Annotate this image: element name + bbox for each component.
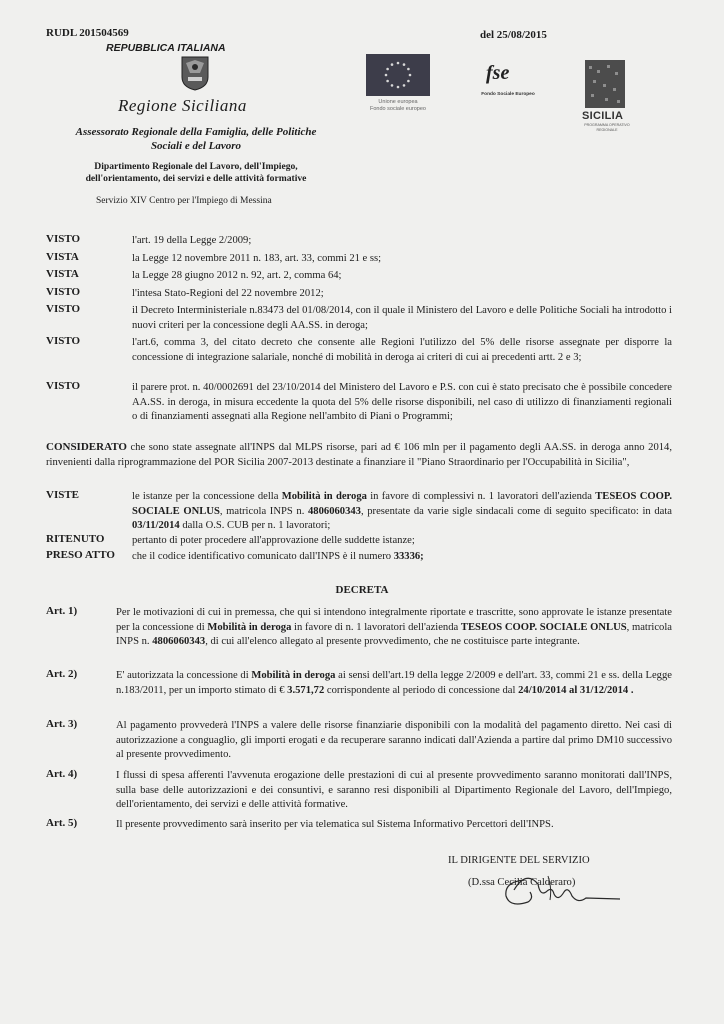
preso-atto-text — [132, 550, 672, 565]
article-text-part: E' autorizzata la concessione di — [116, 670, 252, 681]
decreta-heading: DECRETA — [335, 584, 389, 596]
article-label: Art. 5) — [46, 817, 78, 829]
handwritten-signature — [494, 862, 624, 912]
premise-text: il Decreto Interministeriale n.83473 del 01/08/2014, con il quale il Ministero del Lavoro e delle Politiche Sociali ha introdotto i nuovi criteri per la concessione degli AA.SS. in deroga; — [132, 305, 672, 331]
viste-text-part: dalla O.S. CUB per n. 1 lavoratori; — [179, 520, 331, 532]
article-4-text: I flussi di spesa afferenti l'avvenuta erogazione delle prestazioni di cui al presente provvedimento saranno monitorati dall'INPS, sulla base delle autorizzazioni e dei consuntivi, e saranno resi disponibili al Dipartimento Regionale del Lavoro, dell'Impiego, dell'orientamento, dei servizi e delle attività formative. — [116, 770, 672, 811]
premise-label: VISTA — [46, 268, 79, 280]
article-2-amount: 3.571,72 — [287, 684, 325, 696]
article-label: Art. 1) — [46, 605, 78, 617]
article-text-part: al — [566, 684, 580, 696]
premise-text: la Legge 12 novembre 2011 n. 183, art. 33, commi 21 e ss; — [132, 253, 382, 264]
viste-text — [132, 490, 672, 534]
document-date: del 25/08/2015 — [480, 29, 547, 41]
preso-atto-body: che il codice identificativo comunicato dall'INPS è il numero — [132, 551, 394, 562]
fse-logo-icon — [486, 60, 526, 90]
premise-label: VISTA — [46, 251, 79, 263]
viste-text-part: , presentate da varie sigle sindacali come di seguito specificato: in data — [360, 505, 673, 517]
viste-text-part: in favore di complessivi n. 1 lavoratori dell'azienda — [366, 491, 596, 502]
viste-matricola: 4806060343 — [308, 505, 361, 517]
article-label: Art. 3) — [46, 718, 78, 730]
article-text-part: . — [628, 684, 634, 696]
article-1-mobility: Mobilità in deroga — [207, 621, 292, 633]
fse-logo-text: fse — [486, 62, 510, 84]
considerato-text: che sono state assegnate all'INPS dal MLPS risorse, pari ad € 106 mln per il pagamento degli AA.SS. in deroga anno 2014, rinvenienti dalla riprogrammazione del POR Sicilia 2007-2013 destinate a finanziare il "Piano Straordinario per l'Occupabilità in Sicilia", — [46, 442, 672, 468]
eu-flag-icon — [366, 54, 430, 96]
viste-company: TESEOS COOP. SOCIALE ONLUS — [132, 491, 672, 517]
assessorato-line-1: Assessorato Regionale della Famiglia, delle Politiche — [75, 126, 317, 138]
service-line: Servizio XIV Centro per l'Impiego di Messina — [96, 196, 272, 206]
premise-label: VISTO — [46, 286, 81, 298]
ritenuto-label: RITENUTO — [46, 533, 105, 545]
premise-label: VISTO — [46, 380, 81, 392]
viste-text-part: le istanze per la concessione della — [132, 491, 282, 502]
article-5-text: Il presente provvedimento sarà inserito per via telematica sul Sistema Informativo Percettori dell'INPS. — [116, 819, 554, 830]
article-text-part: , di cui all'elenco allegato al presente provvedimento, che ne costituisce parte integrante. — [205, 636, 580, 648]
viste-date: 03/11/2014 — [132, 520, 180, 532]
article-text-part: Per le motivazioni di cui in premessa, che qui si intendono integralmente riportate e trascritte, sono approvate le istanze presentate per la concessione di — [116, 607, 672, 633]
department-title — [46, 161, 346, 185]
preso-atto-label: PRESO ATTO — [46, 549, 115, 561]
department-line-1: Dipartimento Regionale del Lavoro, dell'Impiego, — [94, 161, 298, 172]
article-text-part: , matricola INPS n. — [116, 621, 672, 648]
premise-text: l'art. 19 della Legge 2/2009; — [132, 235, 252, 246]
premise-text: l'art.6, comma 3, del citato decreto che consente alle Regioni l'utilizzo del 5% delle risorse assegnate per disporre la concessione di integrazione salariale, nonché di mobilità in deroga ai criteri di cui ai precedenti artt. 2 e 3; — [132, 337, 672, 363]
premise-text: la Legge 28 giugno 2012 n. 92, art. 2, comma 64; — [132, 270, 342, 281]
ritenuto-text: pertanto di poter procedere all'approvazione delle suddette istanze; — [132, 535, 415, 546]
article-2-start-date: 24/10/2014 — [518, 684, 567, 696]
sicilia-label: SICILIA — [582, 110, 624, 122]
article-3-text: Al pagamento provvederà l'INPS a valere delle risorse finanziarie disponibili con la modalità del pagamento diretto. Nei casi di autorizzazione a conguaglio, gli importi erogati e da recuperare saranno indicati dall'Azienda a partire dal primo DM10 successivo al presente provvedimento. — [116, 720, 672, 761]
viste-label: VISTE — [46, 489, 80, 501]
assessorato-line-2: Sociali e del Lavoro — [150, 140, 242, 152]
fse-caption: Fondo Sociale Europeo — [481, 92, 535, 97]
article-1-company: TESEOS COOP. SOCIALE ONLUS — [460, 621, 627, 633]
article-2-text — [116, 669, 672, 698]
article-text-part: ai sensi dell'art.19 della legge 2/2009 e dell'art. 33, commi 21 e ss. della Legge n.183/2011, per un importo stimato di € — [116, 670, 672, 696]
premise-text: il parere prot. n. 40/0002691 del 23/10/2014 del Ministero del Lavoro e P.S. con cui è stato precisato che è possibile concedere AA.SS. in deroga, in misura eccedente la quota del 5% delle risorse disponibili, nel caso di utilizzo di finanziamenti regionali o di finanziamenti assegnati alla Regione nell'ambito di Piani o Programmi; — [132, 382, 672, 423]
article-text-part: corrispondente al periodo di concessione dal — [324, 684, 519, 696]
eu-caption — [356, 99, 440, 113]
article-2-end-date: 31/12/2014 — [579, 684, 629, 696]
eu-caption-line-2: Fondo sociale europeo — [370, 106, 426, 112]
premise-text: l'intesa Stato-Regioni del 22 novembre 2012; — [132, 288, 324, 299]
assessorato-title — [46, 125, 346, 153]
article-1-text — [116, 606, 672, 650]
signature-title: IL DIRIGENTE DEL SERVIZIO — [448, 855, 590, 866]
region-script-title: Regione Siciliana — [118, 96, 247, 115]
premise-label: VISTO — [46, 335, 81, 347]
article-1-matricola: 4806060343 — [152, 636, 206, 648]
sicilia-caption: PROGRAMMA OPERATIVO REGIONALE — [584, 123, 630, 132]
coat-of-arms-icon — [180, 55, 210, 91]
considerato-paragraph — [46, 440, 672, 470]
article-label: Art. 2) — [46, 668, 78, 680]
viste-mobility: Mobilità in deroga — [281, 491, 367, 502]
sicilia-logo-icon — [585, 60, 625, 108]
article-label: Art. 4) — [46, 768, 78, 780]
article-2-mobility: Mobilità in deroga — [251, 670, 336, 681]
signature-name: (D.ssa Cecilia Calderaro) — [468, 877, 576, 888]
viste-text-part: , matricola INPS n. — [219, 505, 308, 517]
republic-heading: REPUBBLICA ITALIANA — [106, 42, 226, 54]
considerato-label: CONSIDERATO — [46, 441, 127, 453]
premise-label: VISTO — [46, 303, 81, 315]
protocol-number: RUDL 201504569 — [46, 27, 129, 39]
preso-atto-code: 33336; — [393, 551, 424, 562]
department-line-2: dell'orientamento, dei servizi e delle attività formative — [85, 173, 307, 184]
premise-label: VISTO — [46, 233, 81, 245]
eu-caption-line-1: Unione europea — [378, 99, 418, 105]
article-text-part: in favore di n. 1 lavoratori dell'azienda — [291, 621, 461, 633]
